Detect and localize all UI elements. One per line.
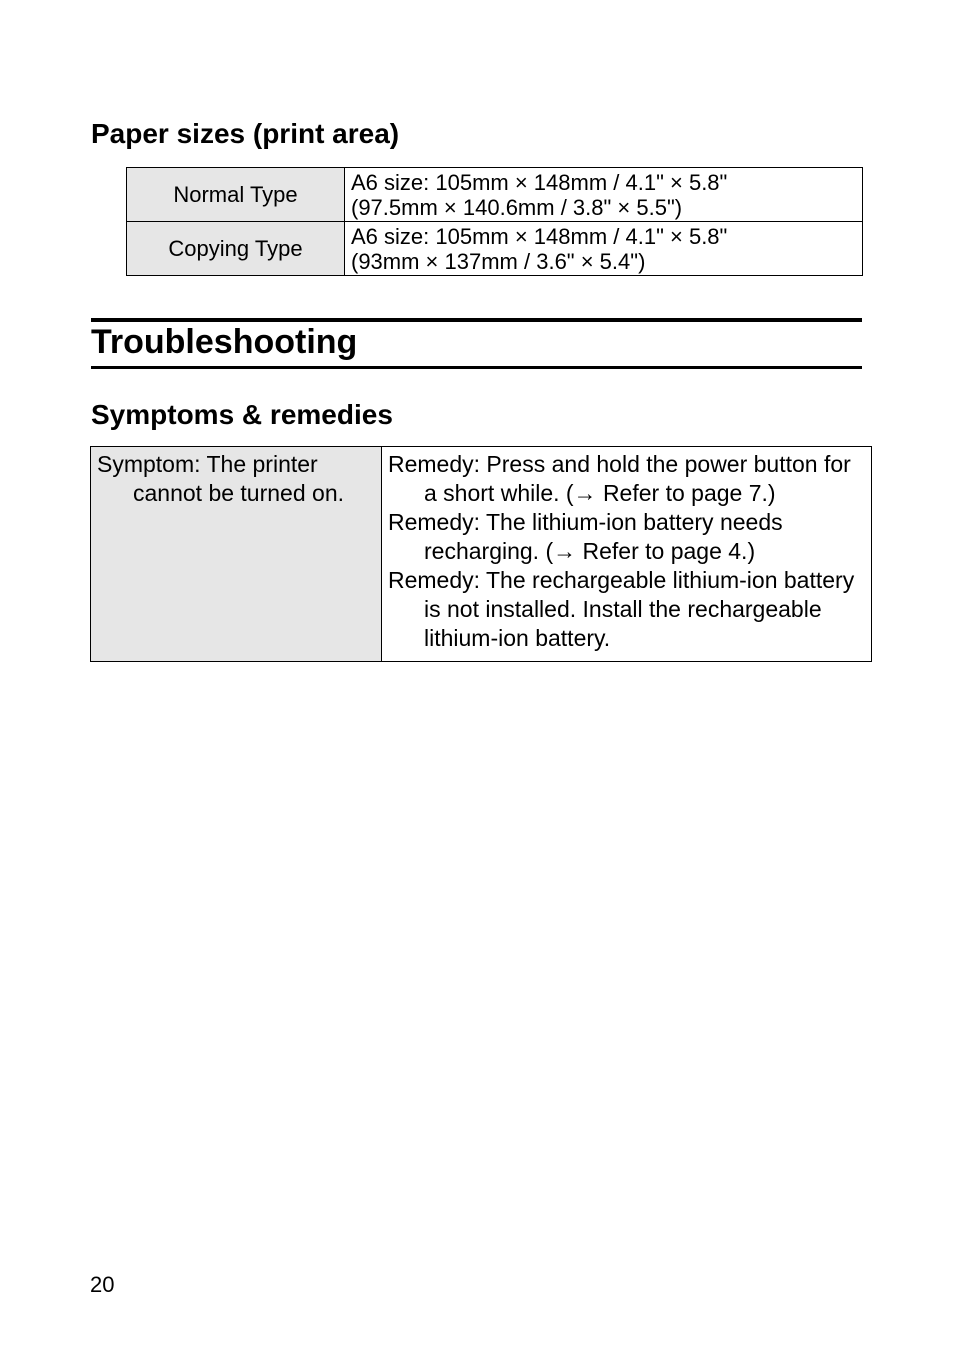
paper-sizes-heading: Paper sizes (print area) <box>91 118 400 149</box>
remedy-item: Remedy: Press and hold the power button for a short while. (→ Refer to page 7.) <box>388 451 851 506</box>
section-rule-bottom <box>91 366 862 369</box>
troubleshooting-heading: Troubleshooting <box>91 323 358 361</box>
paper-size-line: A6 size: 105mm × 148mm / 4.1" × 5.8" <box>351 223 728 249</box>
paper-print-area-line: (93mm × 137mm / 3.6" × 5.4") <box>351 248 646 274</box>
symptoms-table <box>90 446 872 662</box>
symptom-cell <box>91 447 382 662</box>
table-row <box>127 168 863 222</box>
paper-size-cell <box>345 168 863 222</box>
page-number: 20 <box>90 1272 115 1297</box>
paper-size-cell <box>345 222 863 276</box>
paper-type-cell: Normal Type <box>127 168 345 222</box>
paper-sizes-table <box>126 167 863 276</box>
symptom-text: Symptom: The printer cannot be turned on. <box>97 451 344 506</box>
remedy-item: Remedy: The lithium-ion battery needs recharging. (→ Refer to page 4.) <box>388 509 783 564</box>
table-row <box>91 447 872 662</box>
paper-print-area-line: (97.5mm × 140.6mm / 3.8" × 5.5") <box>351 194 683 220</box>
symptoms-remedies-heading: Symptoms & remedies <box>91 399 393 430</box>
paper-size-line: A6 size: 105mm × 148mm / 4.1" × 5.8" <box>351 169 728 195</box>
remedy-cell <box>382 447 872 662</box>
table-row <box>127 222 863 276</box>
remedy-item: Remedy: The rechargeable lithium-ion battery is not installed. Install the rechargeable lithium-ion battery. <box>388 567 855 651</box>
paper-type-cell: Copying Type <box>127 222 345 276</box>
